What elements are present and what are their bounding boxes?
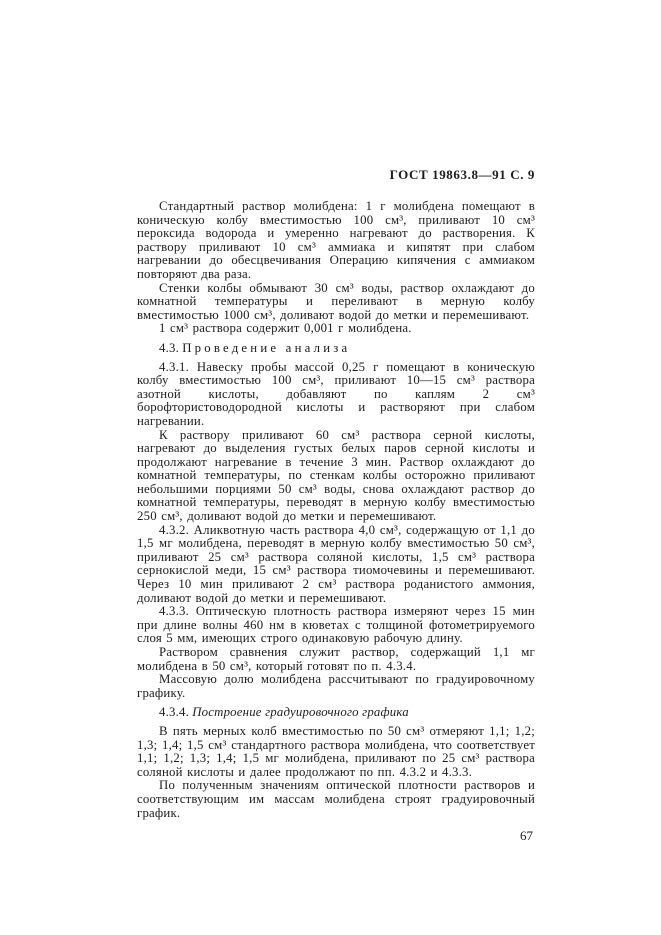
running-header-gost-number: ГОСТ 19863.8—91 С. 9: [389, 167, 535, 182]
paragraph-flask-walls: Стенки колбы обмывают 30 см³ воды, раствор охлаждают до комнатной температуры и переливают в мерную колбу вместимостью 1000 см³, доливают водой до метки и перемешивают.: [137, 280, 535, 322]
paragraph-4-3-1: 4.3.1. Навеску пробы массой 0,25 г помещают в коническую колбу вместимостью 100 см³, приливают 10—15 см³ раствора азотной кислоты, добавляют по каплям 2 см³ борофтористоводородной кислоты и растворяют при слабом нагревании.: [137, 359, 535, 428]
paragraph-plot-graph: По полученным значениям оптической плотности растворов и соответствующим им массам молибдена строят градуировочный график.: [137, 778, 535, 820]
paragraph-reference-solution: Раствором сравнения служит раствор, содержащий 1,1 мг молибдена в 50 см³, который готовят по п. 4.3.4.: [137, 645, 535, 673]
section-heading-4-3: [137, 342, 535, 356]
paragraph-sulfuric-acid: К раствору приливают 60 см³ раствора серной кислоты, нагревают до выделения густых белых паров серной кислоты и продолжают нагревание в течение 3 мин. Раствор охлаждают до комнатной температуры, по стенкам колбы осторожно приливают небольшими порциями 50 см³ воды, снова охлаждают раствор до комнатной температуры, переводят в мерную колбу вместимостью 250 см³, доливают водой до метки и перемешивают.: [137, 427, 535, 524]
paragraph-five-flasks: В пять мерных колб вместимостью по 50 см³ отмеряют 1,1; 1,2; 1,3; 1,4; 1,5 см³ стандартного раствора молибдена, что соответствует 1,1; 1,2; 1,3; 1,4; 1,5 мг молибдена, приливают по 25 см³ раствора соляной кислоты и далее продолжают по пп. 4.3.2 и 4.3.3.: [137, 723, 535, 779]
paragraph-solution-concentration: 1 см³ раствора содержит 0,001 г молибдена.: [159, 321, 412, 336]
section-number: 4.3.4.: [159, 705, 189, 720]
section-heading-4-3-4: [137, 706, 535, 720]
page-number: 67: [520, 828, 533, 844]
document-text-block: [137, 167, 535, 844]
section-title: Построение градуировочного графика: [192, 705, 409, 720]
section-number: 4.3.: [159, 340, 179, 355]
paragraph-standard-solution: Стандартный раствор молибдена: 1 г молибдена помещают в коническую колбу вместимостью 100 см³, приливают 10 см³ пероксида водорода и умеренно нагревают до растворения. К раствору приливают 10 см³ аммиака и кипятят при слабом нагревании до обесцвечивания Операцию кипячения с аммиаком повторяют два раза.: [137, 199, 535, 281]
paragraph-4-3-2: 4.3.2. Аликвотную часть раствора 4,0 см³, содержащую от 1,1 до 1,5 мг молибдена, переводят в мерную колбу вместимостью 50 см³, приливают 25 см³ раствора соляной кислоты, 1,5 см³ раствора сернокислой меди, 15 см³ раствора тиомочевины и перемешивают. Через 10 мин приливают 2 см³ раствора роданистого аммония, доливают водой до метки и перемешивают.: [137, 522, 535, 605]
paragraph-4-3-3: 4.3.3. Оптическую плотность раствора измеряют через 15 мин при длине волны 460 нм в кюветах с толщиной фотометрируемого слоя 5 мм, имеющих строго одинаковую рабочую длину.: [137, 604, 535, 646]
section-title: Проведение анализа: [182, 340, 351, 355]
paragraph-mass-fraction: Массовую долю молибдена рассчитывают по градуировочному графику.: [137, 672, 535, 700]
